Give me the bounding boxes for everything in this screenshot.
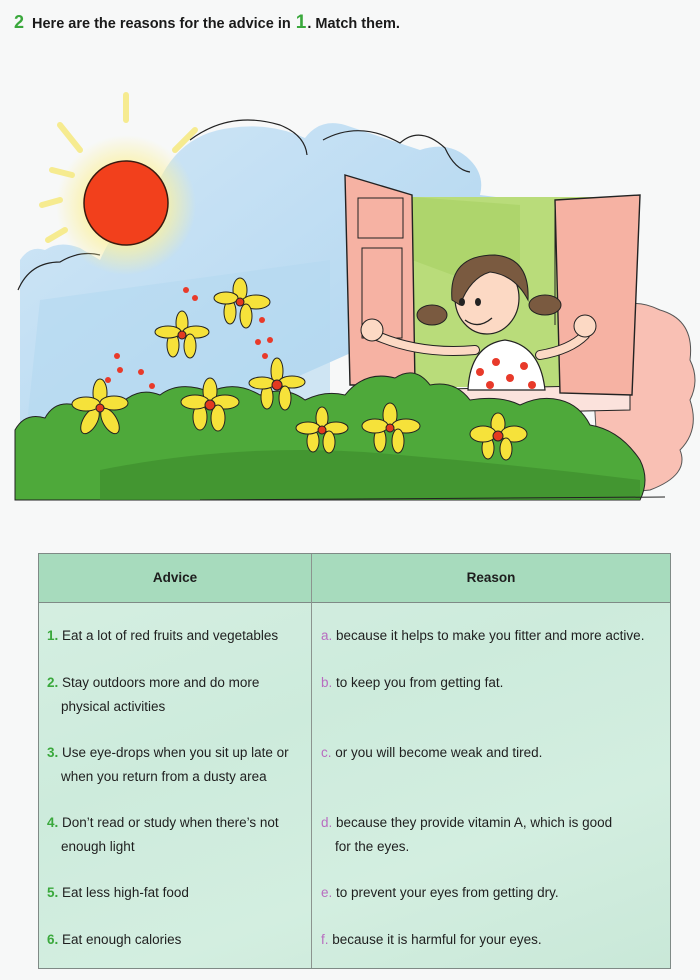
reason-item-d bbox=[321, 811, 666, 859]
advice-number: 5. bbox=[47, 885, 59, 900]
advice-text: Eat enough calories bbox=[62, 932, 182, 947]
advice-text: Eat less high-fat food bbox=[62, 885, 189, 900]
advice-text: Don’t read or study when there’s not bbox=[62, 815, 279, 830]
advice-text: Eat a lot of red fruits and vegetables bbox=[62, 628, 279, 643]
reason-letter: b. bbox=[321, 675, 333, 690]
reason-item-c bbox=[321, 741, 666, 765]
advice-item-1 bbox=[47, 624, 309, 648]
advice-text-cont: physical activities bbox=[61, 699, 166, 714]
reason-text: to keep you from getting fat. bbox=[336, 675, 504, 690]
reason-letter: f. bbox=[321, 932, 329, 947]
reason-text: because it helps to make you fitter and more active. bbox=[336, 628, 645, 643]
reason-letter: c. bbox=[321, 745, 332, 760]
header-advice: Advice bbox=[152, 570, 198, 585]
advice-number: 6. bbox=[47, 932, 59, 947]
advice-text-cont: enough light bbox=[61, 839, 135, 854]
reason-item-a bbox=[321, 624, 666, 648]
reason-text: or you will become weak and tired. bbox=[335, 745, 543, 760]
reason-letter: e. bbox=[321, 885, 333, 900]
advice-item-3 bbox=[47, 741, 309, 789]
header-reason: Reason bbox=[466, 570, 516, 585]
advice-item-4 bbox=[47, 811, 309, 859]
reason-text: because it is harmful for your eyes. bbox=[332, 932, 542, 947]
advice-number: 2. bbox=[47, 675, 59, 690]
exercise-instruction bbox=[14, 12, 400, 34]
reason-item-e bbox=[321, 881, 666, 905]
advice-number: 3. bbox=[47, 745, 59, 760]
advice-item-2 bbox=[47, 671, 309, 719]
advice-number: 4. bbox=[47, 815, 59, 830]
table-header bbox=[39, 554, 670, 603]
reason-item-b bbox=[321, 671, 666, 695]
advice-number: 1. bbox=[47, 628, 59, 643]
advice-item-6 bbox=[47, 928, 309, 952]
illustration-girl-window-garden bbox=[0, 80, 700, 540]
advice-text: Use eye-drops when you sit up late or bbox=[62, 745, 289, 760]
reason-text-cont: for the eyes. bbox=[335, 839, 410, 854]
instruction-text-end: . Match them. bbox=[307, 16, 400, 32]
column-divider bbox=[311, 554, 312, 968]
reason-text: because they provide vitamin A, which is good bbox=[336, 815, 613, 830]
advice-reason-table bbox=[38, 553, 671, 969]
advice-item-5 bbox=[47, 881, 309, 905]
reason-letter: a. bbox=[321, 628, 333, 643]
advice-text: Stay outdoors more and do more bbox=[62, 675, 260, 690]
advice-text-cont: when you return from a dusty area bbox=[61, 769, 267, 784]
exercise-number: 2 bbox=[14, 12, 25, 32]
instruction-text: Here are the reasons for the advice in bbox=[32, 16, 291, 32]
reason-letter: d. bbox=[321, 815, 333, 830]
reason-text: to prevent your eyes from getting dry. bbox=[336, 885, 559, 900]
exercise-reference-number: 1 bbox=[295, 12, 307, 33]
reason-item-f bbox=[321, 928, 666, 952]
